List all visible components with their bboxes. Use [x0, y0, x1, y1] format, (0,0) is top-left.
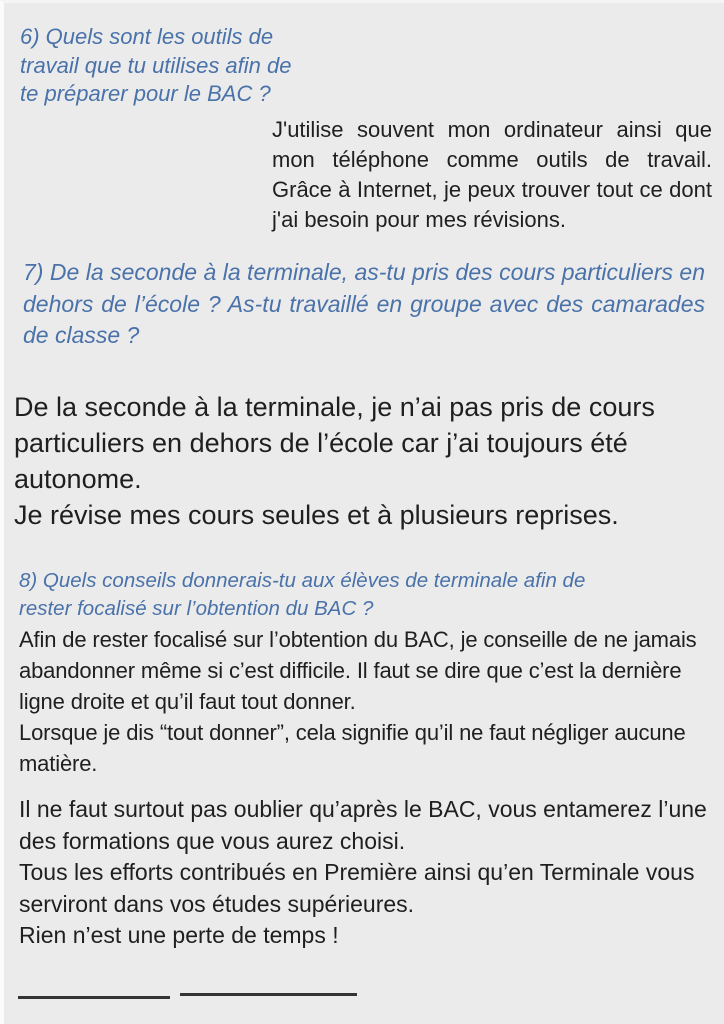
signature-line-1 [18, 996, 170, 999]
answer-8 [19, 624, 724, 779]
question-6: 6) Quels sont les outils de travail que tu utilises afin de te préparer pour le BAC ? [20, 24, 292, 106]
signature-line-2 [180, 993, 357, 996]
closing-paragraph-1: Il ne faut surtout pas oublier qu’après le BAC, vous entamerez l’une des formations que vous aurez choisi. [19, 796, 707, 854]
closing-paragraph-3: Rien n’est une perte de temps ! [19, 922, 339, 948]
question-8: 8) Quels conseils donnerais-tu aux élèves de terminale afin de rester focalisé sur l’obtention du BAC ? [19, 569, 586, 620]
question-7: 7) De la seconde à la terminale, as-tu pris des cours particuliers en dehors de l’école ? As-tu travaillé en groupe avec des camarades de classe ? [23, 259, 705, 348]
answer-8-paragraph-1: Afin de rester focalisé sur l’obtention du BAC, je conseille de ne jamais abandonner même si c’est difficile. Il faut se dire que c’est la dernière ligne droite et qu’il faut tout donner. [19, 627, 697, 714]
closing-paragraph-2: Tous les efforts contribués en Première ainsi qu’en Terminale vous serviront dans vos études supérieures. [19, 859, 695, 917]
answer-7-paragraph-2: Je révise mes cours seules et à plusieurs reprises. [14, 500, 619, 530]
answer-8-paragraph-2: Lorsque je dis “tout donner”, cela signifie qu’il ne faut négliger aucune matière. [19, 720, 686, 776]
answer-7 [14, 389, 720, 533]
answer-7-paragraph-1: De la seconde à la terminale, je n’ai pas pris de cours particuliers en dehors de l’école car j’ai toujours été autonome. [14, 392, 655, 494]
answer-6: J'utilise souvent mon ordinateur ainsi que mon téléphone comme outils de travail. Grâce à Internet, je peux trouver tout ce dont j'ai besoin pour mes révisions. [272, 117, 712, 232]
closing-remarks [19, 794, 719, 952]
